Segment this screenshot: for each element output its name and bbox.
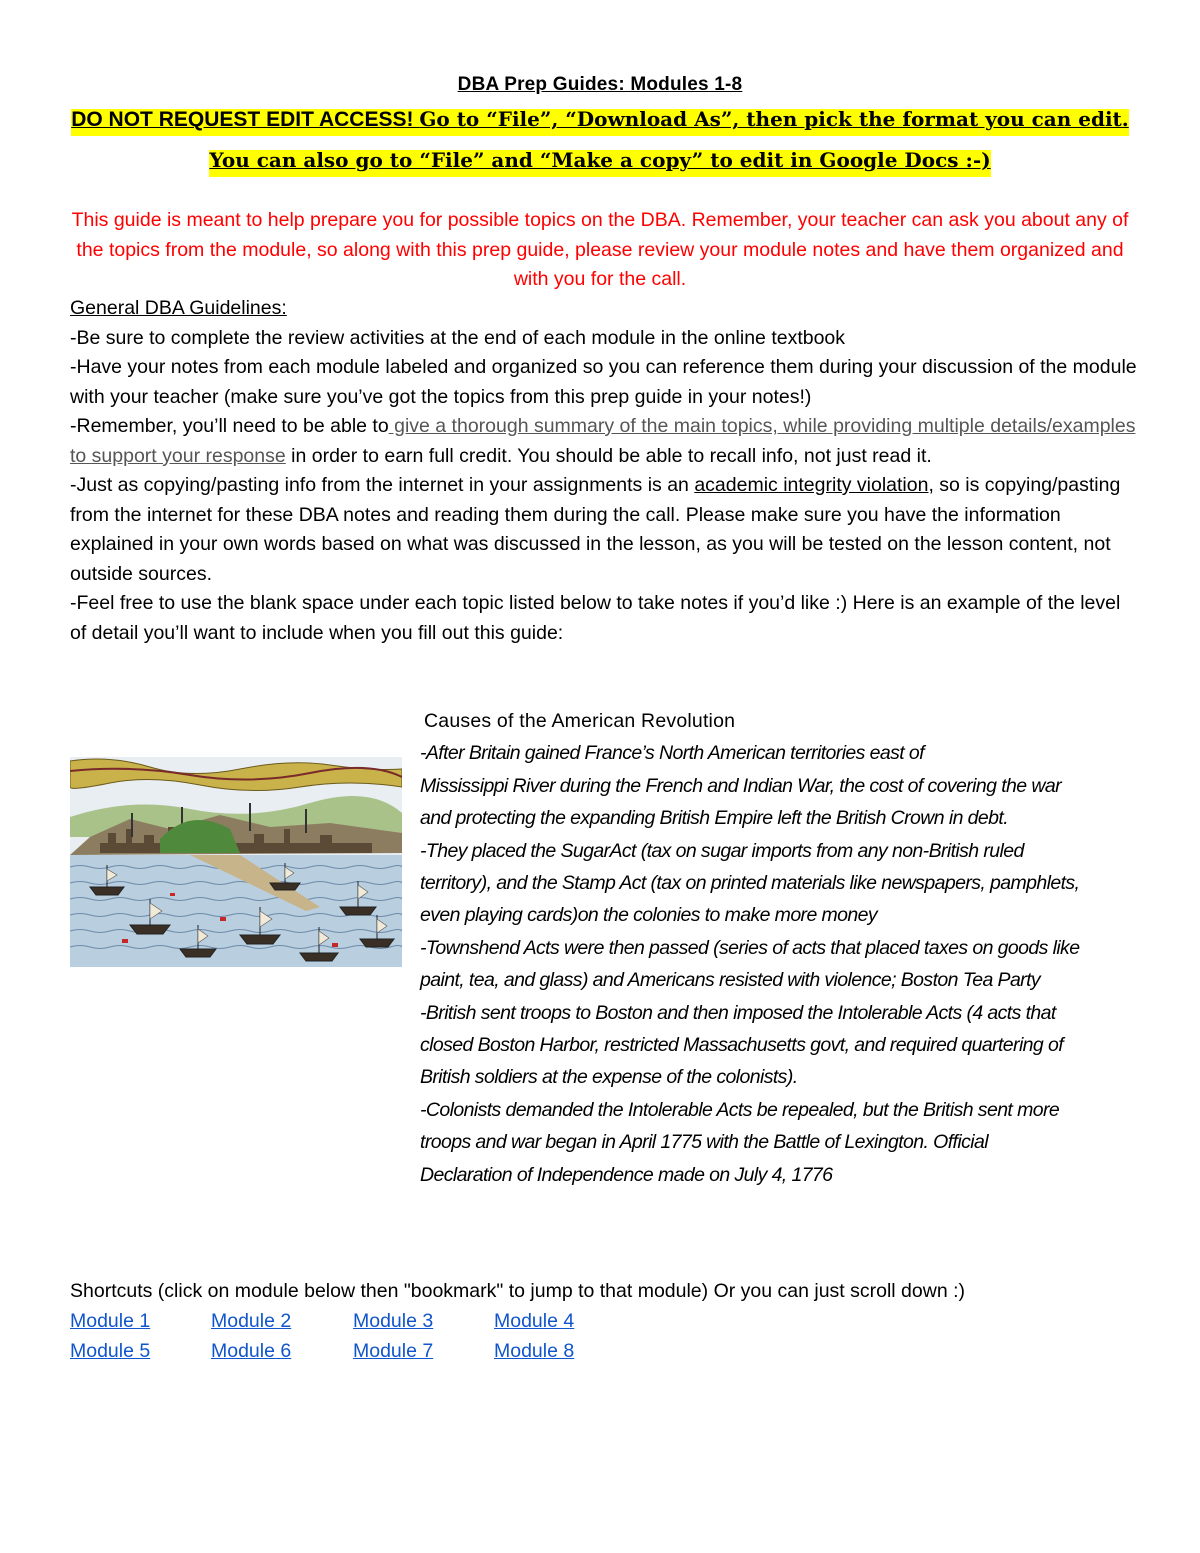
example-line: Mississippi River during the French and Indian War, the cost of covering the war [420, 774, 1061, 797]
guideline-item [70, 412, 1140, 471]
example-line: Declaration of Independence made on July 4, 1776 [420, 1163, 833, 1186]
guideline-text: , so is copying/pasting from the internet for these DBA notes and reading them during the call. Please make sure you have the information explained in your own words based on what was discussed in the lesson, as you will be tested on the lesson content, not outside sources. [70, 474, 1121, 585]
guideline-item [70, 471, 1140, 589]
guideline-item: -Have your notes from each module labeled and organized so you can reference them during your discussion of the module with your teacher (make sure you’ve got the topics from this prep guide in your notes!) [70, 356, 1137, 408]
example-line: -After Britain gained France’s North American territories east of [420, 742, 924, 765]
guidelines-heading: General DBA Guidelines: [70, 297, 287, 319]
document-title: DBA Prep Guides: Modules 1-8 [457, 74, 743, 95]
example-line: territory), and the Stamp Act (tax on printed materials like newspapers, pamphlets, [420, 872, 1080, 895]
notice-warning: DO NOT REQUEST EDIT ACCESS! [71, 108, 420, 131]
module-4-link[interactable]: Module 4 [494, 1310, 575, 1332]
example-line: -Townshend Acts were then passed (series of acts that placed taxes on goods like [420, 936, 1080, 959]
module-8-link[interactable]: Module 8 [494, 1340, 575, 1362]
module-2-link[interactable]: Module 2 [211, 1310, 292, 1332]
module-3-link[interactable]: Module 3 [353, 1310, 434, 1332]
module-6-link[interactable]: Module 6 [211, 1340, 292, 1362]
module-7-link[interactable]: Module 7 [353, 1340, 434, 1362]
edit-access-notice [60, 100, 1140, 182]
guideline-emphasis: give a thorough summary of the main topics, while providing multiple details/examples to support your response [70, 415, 1136, 467]
guideline-item: -Feel free to use the blank space under each topic listed below to take notes if you’d like :) Here is an example of the level of detail you’ll want to include when you fill out this guide: [70, 592, 1121, 644]
example-line: -British sent troops to Boston and then imposed the Intolerable Acts (4 acts that [420, 1001, 1056, 1024]
guideline-text: -Remember, you’ll need to be able to [70, 415, 389, 437]
example-line: troops and war began in April 1775 with the Battle of Lexington. Official [420, 1131, 988, 1154]
example-line: -They placed the SugarAct (tax on sugar imports from any non-British ruled [420, 839, 1024, 862]
module-links [70, 1306, 670, 1366]
shortcuts-instructions: Shortcuts (click on module below then "bookmark" to jump to that module) Or you can just scroll down :) [70, 1280, 965, 1302]
module-1-link[interactable]: Module 1 [70, 1310, 151, 1332]
notice-instructions: Go to “File”, “Download As”, then pick the format you can edit. You can also go to “File” and “Make a copy” to edit in Google Docs :-) [209, 107, 1129, 172]
intro-paragraph: This guide is meant to help prepare you for possible topics on the DBA. Remember, your teacher can ask you about any of the topics from the module, so along with this prep guide, please review your module notes and have them organized and with you for the call. [71, 209, 1129, 290]
example-notes [420, 705, 1130, 1191]
example-line: British soldiers at the expense of the colonists). [420, 1066, 798, 1089]
guideline-emphasis: academic integrity violation [694, 474, 929, 496]
example-title: Causes of the American Revolution [424, 710, 736, 732]
guideline-text: -Just as copying/pasting info from the internet in your assignments is an [70, 474, 695, 496]
example-line: even playing cards)on the colonies to make more money [420, 904, 878, 927]
harbor-illustration [70, 757, 402, 967]
module-5-link[interactable]: Module 5 [70, 1340, 151, 1362]
example-line: paint, tea, and glass) and Americans resisted with violence; Boston Tea Party [420, 969, 1041, 992]
guideline-item: -Be sure to complete the review activities at the end of each module in the online textbook [70, 326, 846, 349]
example-line: and protecting the expanding British Empire left the British Crown in debt. [420, 807, 1009, 830]
example-line: -Colonists demanded the Intolerable Acts be repealed, but the British sent more [420, 1098, 1060, 1121]
guideline-text: in order to earn full credit. You should be able to recall info, not just read it. [285, 444, 932, 467]
guidelines-section [70, 294, 1140, 648]
example-line: closed Boston Harbor, restricted Massachusetts govt, and required quartering of [420, 1034, 1064, 1057]
